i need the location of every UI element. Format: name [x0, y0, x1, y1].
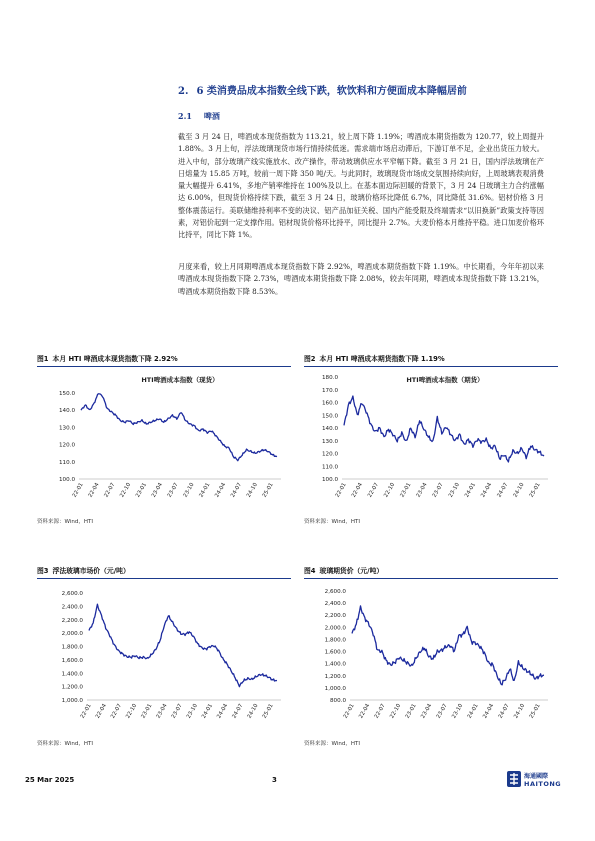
y-tick-label: 180.0 — [321, 375, 338, 381]
x-tick-label: 23-10 — [185, 703, 199, 720]
x-tick-label: 24-04 — [482, 703, 496, 720]
x-tick-label: 24-01 — [464, 482, 478, 499]
y-tick-label: 140.0 — [321, 426, 338, 432]
figure-source: 资料来源：Wind，HTI — [304, 519, 360, 525]
x-tick-label: 24-04 — [214, 482, 228, 499]
x-tick-label: 22-01 — [334, 482, 348, 499]
y-tick-label: 150.0 — [321, 413, 338, 420]
x-tick-label: 22-04 — [350, 482, 364, 499]
y-tick-label: 130.0 — [321, 438, 338, 445]
figure-title — [37, 565, 291, 579]
chart-title: HTI啤酒成本指数（现货） — [141, 376, 219, 384]
x-tick-label: 22-04 — [87, 482, 101, 499]
y-tick-label: 2,400.0 — [324, 601, 346, 608]
float-glass-price-line-chart — [37, 579, 291, 735]
series-line — [81, 394, 277, 461]
x-tick-label: 22-04 — [94, 703, 108, 720]
y-tick-label: 2,000.0 — [61, 631, 83, 638]
figure-label: 图2 — [304, 355, 316, 363]
y-tick-label: 2,200.0 — [61, 617, 83, 624]
x-tick-label: 23-01 — [135, 482, 149, 499]
x-tick-label: 23-04 — [150, 482, 164, 499]
haitong-logo-icon — [506, 770, 522, 788]
x-tick-label: 22-10 — [119, 482, 133, 499]
y-tick-label: 150.0 — [58, 391, 75, 397]
y-tick-label: 1,400.0 — [324, 661, 346, 668]
futures-index-line-chart — [304, 367, 558, 513]
subsection-heading — [178, 111, 220, 122]
y-tick-label: 140.0 — [58, 408, 75, 415]
y-tick-label: 170.0 — [321, 387, 338, 394]
x-tick-label: 23-01 — [399, 482, 413, 499]
x-tick-label: 23-01 — [404, 703, 418, 720]
x-tick-label: 23-04 — [155, 703, 169, 720]
figure-4 — [304, 565, 558, 747]
y-tick-label: 1,200.0 — [324, 673, 346, 680]
x-tick-label: 22-07 — [110, 703, 124, 720]
figure-source: 资料来源：Wind，HTI — [37, 741, 93, 747]
y-tick-label: 2,600.0 — [324, 589, 346, 595]
x-tick-label: 22-07 — [373, 703, 387, 720]
x-tick-label: 25-01 — [528, 703, 542, 720]
figure-label: 图3 — [37, 567, 49, 575]
y-tick-label: 130.0 — [58, 425, 75, 432]
y-tick-label: 160.0 — [321, 400, 338, 407]
y-tick-label: 1,600.0 — [61, 657, 83, 664]
x-tick-label: 24-04 — [480, 482, 494, 499]
x-tick-label: 22-07 — [367, 482, 381, 499]
y-tick-label: 1,600.0 — [324, 649, 346, 656]
x-tick-label: 24-07 — [230, 482, 244, 499]
figure-caption: 玻璃期货价（元/吨） — [319, 567, 384, 575]
x-tick-label: 24-10 — [512, 482, 526, 499]
figure-caption: 本月 HTI 啤酒成本期货指数下降 1.19% — [319, 355, 445, 363]
y-tick-label: 1,200.0 — [61, 684, 83, 691]
section-number: 2. — [178, 86, 189, 97]
x-tick-label: 23-01 — [140, 703, 154, 720]
spot-index-line-chart — [37, 367, 291, 513]
series-line — [344, 396, 544, 462]
x-tick-label: 24-01 — [466, 703, 480, 720]
x-tick-label: 23-10 — [447, 482, 461, 499]
x-tick-label: 23-10 — [451, 703, 465, 720]
x-tick-label: 22-10 — [125, 703, 139, 720]
figure-title — [304, 353, 558, 367]
figure-title — [37, 353, 291, 367]
figure-caption: 本月 HTI 啤酒成本现货指数下降 2.92% — [52, 355, 178, 363]
series-line — [352, 606, 544, 685]
y-tick-label: 2,000.0 — [324, 625, 346, 632]
figure-3 — [37, 565, 291, 747]
subsection-number: 2.1 — [178, 111, 192, 121]
x-tick-label: 22-01 — [79, 703, 93, 720]
x-tick-label: 25-01 — [528, 482, 542, 499]
x-tick-label: 24-01 — [198, 482, 212, 499]
x-tick-label: 23-04 — [415, 482, 429, 499]
x-tick-label: 25-01 — [261, 482, 275, 499]
y-tick-label: 110.0 — [321, 464, 338, 471]
glass-futures-price-line-chart — [304, 579, 558, 735]
figure-caption: 浮法玻璃市场价（元/吨） — [52, 567, 130, 575]
figure-1 — [37, 353, 291, 525]
x-tick-label: 23-07 — [170, 703, 184, 720]
y-tick-label: 2,600.0 — [61, 591, 83, 597]
series-line — [89, 604, 277, 687]
x-tick-label: 24-10 — [513, 703, 527, 720]
figure-2 — [304, 353, 558, 525]
x-tick-label: 22-01 — [342, 703, 356, 720]
y-tick-label: 2,400.0 — [61, 604, 83, 611]
chart-title: HTI啤酒成本指数（期货） — [406, 376, 484, 384]
figure-source: 资料来源：Wind，HTI — [37, 519, 93, 525]
x-tick-label: 22-07 — [103, 482, 117, 499]
x-tick-label: 24-10 — [245, 482, 259, 499]
x-tick-label: 24-10 — [246, 703, 260, 720]
y-tick-label: 1,800.0 — [324, 637, 346, 644]
haitong-logo — [506, 770, 570, 790]
y-tick-label: 2,200.0 — [324, 613, 346, 620]
x-tick-label: 23-07 — [431, 482, 445, 499]
x-tick-label: 22-01 — [71, 482, 85, 499]
x-tick-label: 23-07 — [166, 482, 180, 499]
x-tick-label: 23-10 — [182, 482, 196, 499]
logo-english-name: HAITONG — [524, 780, 562, 788]
x-tick-label: 24-07 — [497, 703, 511, 720]
paragraph-2: 月度来看，较上月同期啤酒成本现货指数下降 2.92%，啤酒成本期货指数下降 1.19%。中长期看，今年年初以来啤酒成本现货指数下降 2.73%，啤酒成本期货指数下降 2.08%，较去年同期，啤酒成本现货指数下降 13.21%，啤酒成本期货指数下降 8.53%。 — [178, 262, 544, 296]
figure-label: 图4 — [304, 567, 316, 575]
x-tick-label: 25-01 — [261, 703, 275, 720]
section-title: 6 类消费品成本指数全线下跌，软饮料和方便面成本降幅居前 — [196, 86, 467, 97]
x-tick-label: 23-04 — [420, 703, 434, 720]
x-tick-label: 24-07 — [231, 703, 245, 720]
paragraph-1: 截至 3 月 24 日，啤酒成本现货指数为 113.21，较上周下降 1.19%；啤酒成本期货指数为 120.77，较上周提升 1.88%。3 月上旬，浮法玻璃现货市场行情持续低迷。需求端市场启动滞后，下游订单不足，企业出货压力较大。进入中旬，部分玻璃产线实施放水、改产操作，带动玻璃供应水平窄幅下降。截至 3 月 21 日，国内浮法玻璃在产日熔量为 15.85 万吨，较前一周下降 350 吨/天。与此同时，玻璃现货市场成交氛围持续向好，上周玻璃表观消费量大幅提升 6.41%，多地产销率维持在 100%及以上。在基本面边际回暖的背景下，3 月 24 日玻璃主力合约涨幅达 6.00%，但现货价格持续下跌，截至 3 月 24 日，玻璃价格环比降低 6.7%，同比降低 31.6%。铝材价格 3 月整体震荡运行。美联储维持利率不变的决议、铝产品加征关税、国内产能受限及终端需求“以旧换新”政策支持等因素，对铝价起到一定支撑作用。铝材现货价格环比持平，同比提升 2.7%。大麦价格本月维持平稳。进口加麦价格环比持平，同比下降 1%。 — [178, 132, 544, 240]
x-tick-label: 22-10 — [389, 703, 403, 720]
figure-source: 资料来源：Wind，HTI — [304, 741, 360, 747]
x-tick-label: 22-04 — [358, 703, 372, 720]
section-heading — [178, 82, 467, 97]
footer-date: 25 Mar 2025 — [25, 776, 75, 784]
y-tick-label: 1,800.0 — [61, 644, 83, 651]
y-tick-label: 800.0 — [329, 698, 346, 704]
y-tick-label: 1,400.0 — [61, 671, 83, 678]
x-tick-label: 22-10 — [383, 482, 397, 499]
y-tick-label: 120.0 — [321, 451, 338, 458]
logo-chinese-name: 海通國際 — [524, 773, 549, 780]
figure-title — [304, 565, 558, 579]
x-tick-label: 23-07 — [435, 703, 449, 720]
subsection-title: 啤酒 — [203, 111, 220, 121]
x-tick-label: 24-04 — [216, 703, 230, 720]
x-tick-label: 24-01 — [201, 703, 215, 720]
y-tick-label: 1,000.0 — [324, 685, 346, 692]
y-tick-label: 110.0 — [58, 459, 75, 466]
figure-label: 图1 — [37, 355, 49, 363]
page-number: 3 — [272, 776, 277, 784]
y-tick-label: 100.0 — [58, 477, 75, 483]
y-tick-label: 120.0 — [58, 442, 75, 449]
y-tick-label: 100.0 — [321, 477, 338, 483]
x-tick-label: 24-07 — [496, 482, 510, 499]
y-tick-label: 1,000.0 — [61, 698, 83, 704]
